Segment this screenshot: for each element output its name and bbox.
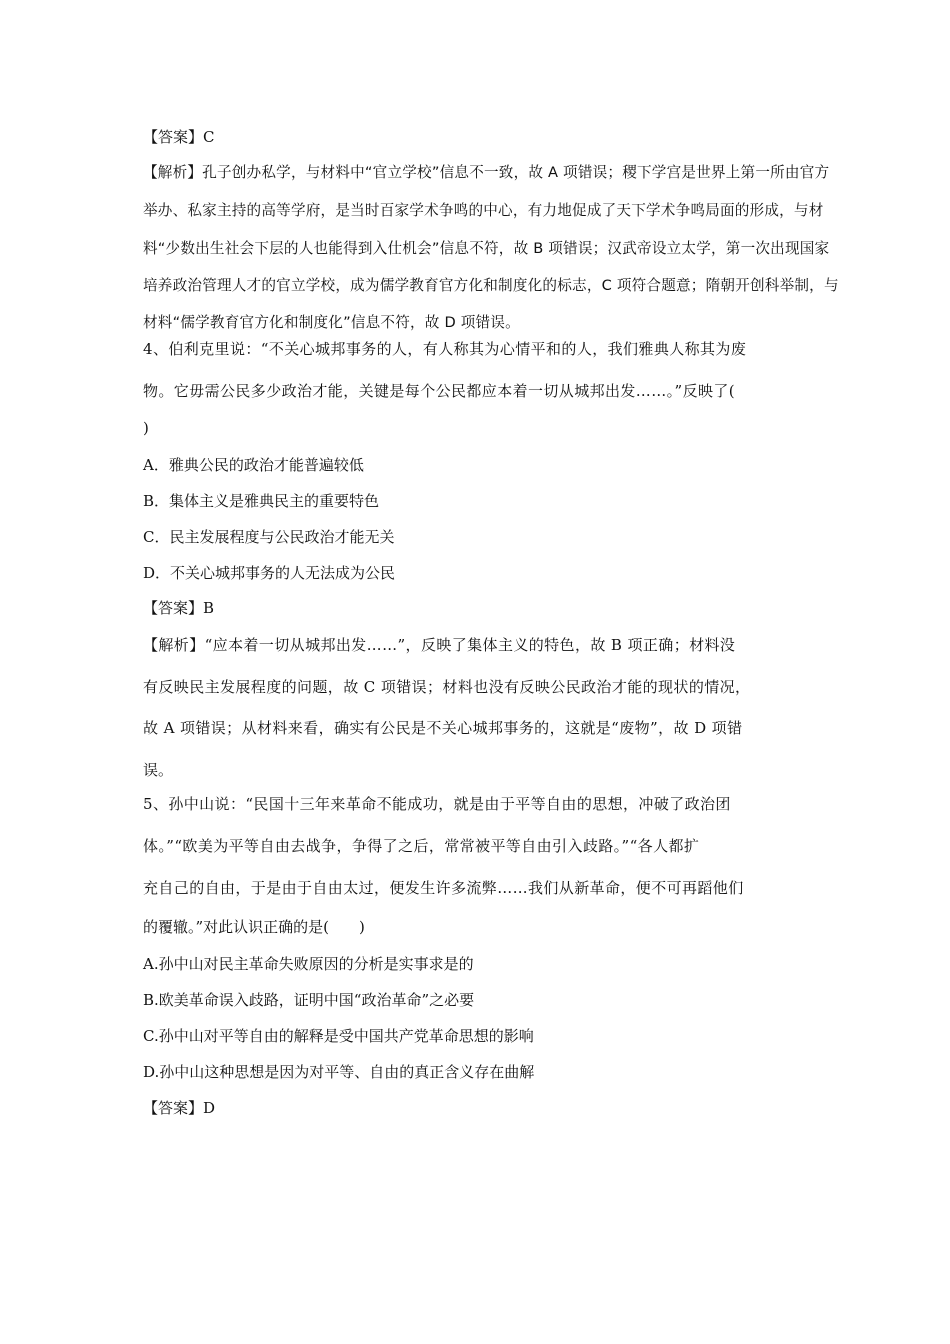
- q4-analysis-line-3: 故 A 项错误；从材料来看，确实有公民是不关心城邦事务的，这就是“废物”，故 D 项错: [143, 719, 743, 737]
- q5-option-c: C.孙中山对平等自由的解释是受中国共产党革命思想的影响: [143, 1027, 534, 1045]
- q5-option-b: B.欧美革命误入歧路，证明中国“政治革命”之必要: [143, 991, 475, 1009]
- q3-analysis-line-2: 举办、私家主持的高等学府，是当时百家学术争鸣的中心，有力地促成了天下学术争鸣局面的形成，与材: [143, 202, 824, 219]
- q5-option-a: A.孙中山对民主革命失败原因的分析是实事求是的: [143, 955, 474, 973]
- q4-option-b: B．集体主义是雅典民主的重要特色: [143, 492, 380, 510]
- q5-stem-line-1: 5、孙中山说：“民国十三年来革命不能成功，就是由于平等自由的思想，冲破了政治团: [143, 795, 731, 813]
- q3-answer: 【答案】C: [143, 128, 215, 146]
- q5-option-d: D.孙中山这种思想是因为对平等、自由的真正含义存在曲解: [143, 1063, 535, 1081]
- q5-stem-line-2: 体。”“欧美为平等自由去战争，争得了之后，常常被平等自由引入歧路。”“各人都扩: [143, 837, 700, 855]
- q5-stem-line-3: 充自己的自由，于是由于自由太过，便发生许多流弊……我们从新革命，便不可再蹈他们: [143, 879, 744, 897]
- q4-option-a: A．雅典公民的政治才能普遍较低: [143, 456, 364, 474]
- q3-analysis-line-3: 料“少数出生社会下层的人也能得到入仕机会”信息不符，故 B 项错误；汉武帝设立太学，第一次出现国家: [143, 240, 830, 257]
- q4-stem-line-3: ): [143, 419, 149, 437]
- q4-option-c: C．民主发展程度与公民政治才能无关: [143, 528, 395, 546]
- q3-analysis-line-1: 【解析】孔子创办私学，与材料中“官立学校”信息不一致，故 A 项错误；稷下学宫是世界上第一所由官方: [143, 164, 830, 181]
- q4-option-d: D．不关心城邦事务的人无法成为公民: [143, 564, 396, 582]
- q4-analysis-line-1: 【解析】“应本着一切从城邦出发……”，反映了集体主义的特色，故 B 项正确；材料没: [143, 636, 736, 654]
- q4-stem-line-1: 4、伯利克里说：“不关心城邦事务的人，有人称其为心情平和的人，我们雅典人称其为废: [143, 340, 747, 358]
- q4-analysis-line-4: 误。: [143, 761, 174, 779]
- q5-answer: 【答案】D: [143, 1099, 216, 1117]
- q4-stem-line-2: 物。它毋需公民多少政治才能，关键是每个公民都应本着一切从城邦出发……。”反映了(: [143, 382, 736, 400]
- q3-analysis-line-5: 材料“儒学教育官方化和制度化”信息不符，故 D 项错误。: [143, 314, 520, 331]
- q3-analysis-line-4: 培养政治管理人才的官立学校，成为儒学教育官方化和制度化的标志，C 项符合题意；隋朝开创科举制，与: [143, 277, 839, 294]
- q4-answer: 【答案】B: [143, 599, 215, 617]
- q4-analysis-line-2: 有反映民主发展程度的问题，故 C 项错误；材料也没有反映公民政治才能的现状的情况，: [143, 678, 751, 696]
- q5-stem-line-4: 的覆辙。”对此认识正确的是( ): [143, 918, 365, 936]
